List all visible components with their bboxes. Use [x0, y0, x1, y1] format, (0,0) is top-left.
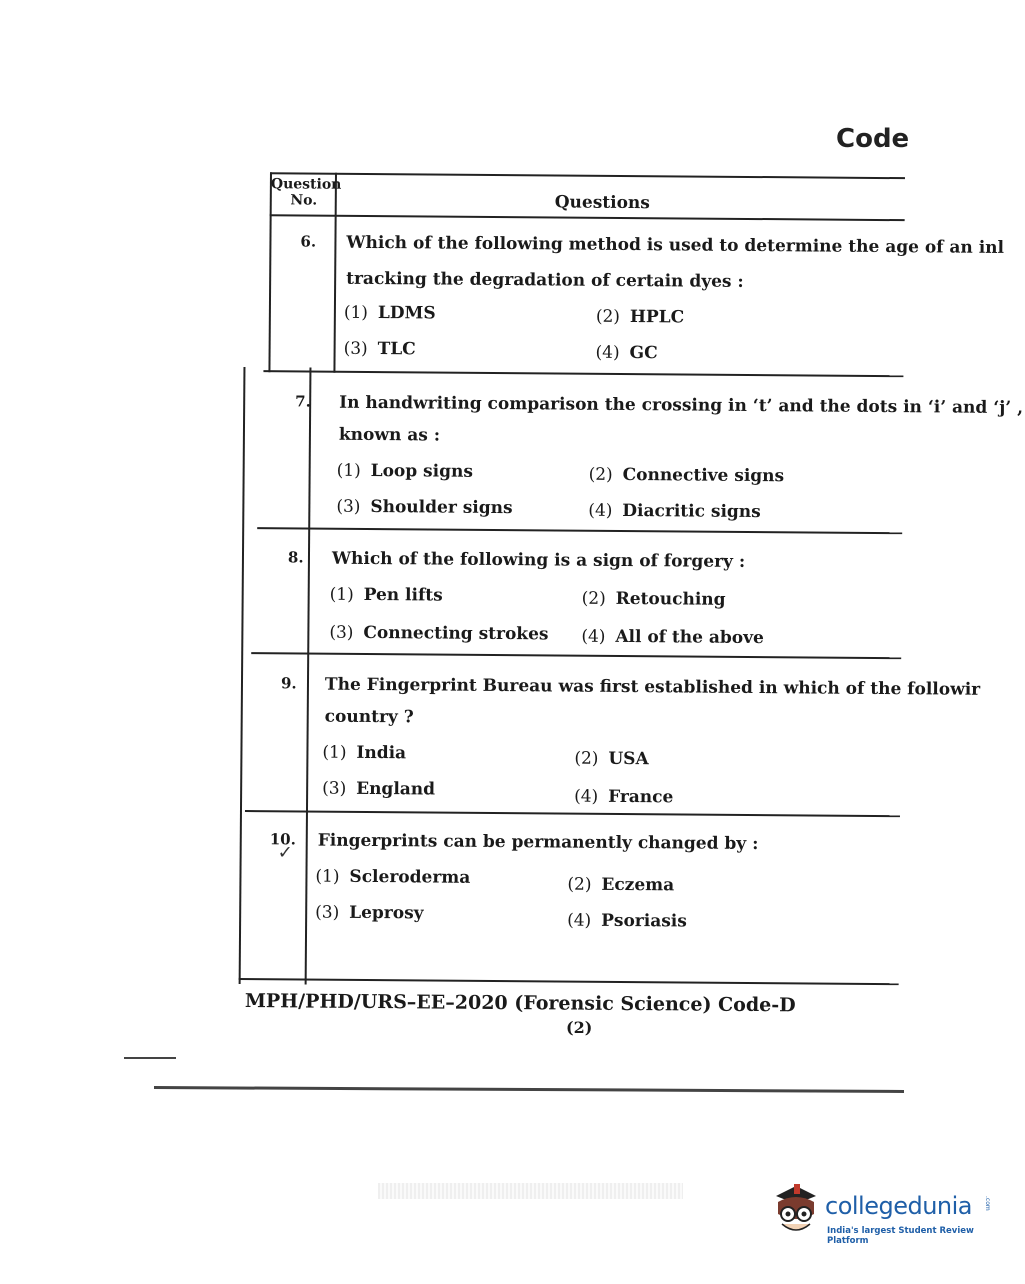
question-text: Which of the following method is used to determine the age of an inl: [346, 232, 1005, 258]
question-text-continued: tracking the degradation of certain dyes :: [346, 268, 744, 292]
row-divider: [251, 652, 901, 659]
column-header-question-no-line1: Question: [270, 176, 342, 193]
option: [322, 779, 435, 800]
option: [336, 497, 512, 518]
option: [315, 867, 470, 888]
option-text: Loop signs: [370, 460, 474, 482]
option-text: Eczema: [601, 874, 675, 896]
option-text: Retouching: [615, 588, 726, 610]
option-text: USA: [608, 748, 649, 770]
option-number: (2): [595, 306, 621, 327]
option-number: (3): [315, 902, 340, 923]
option-number: (1): [343, 302, 369, 323]
column-divider-lower: [305, 368, 312, 985]
question-number: 9.: [280, 674, 297, 693]
scan-artifact-line: [124, 1057, 176, 1059]
question-number: 7.: [295, 392, 311, 411]
option-text: England: [356, 778, 436, 800]
option-number: (1): [315, 866, 340, 887]
option-text: India: [356, 742, 407, 764]
option: [337, 461, 473, 482]
option-number: (4): [588, 500, 613, 521]
option: [596, 307, 684, 328]
option-number: (3): [329, 622, 354, 643]
option-number: (2): [574, 748, 599, 769]
option: [330, 585, 443, 606]
column-header-question-no: [270, 176, 342, 209]
option-number: (1): [336, 460, 361, 481]
question-text: In handwriting comparison the crossing in ‘t’ and the dots in ‘i’ and ‘j’ ,: [339, 392, 1024, 419]
option: [322, 743, 406, 764]
scan-edge-line: [154, 1086, 904, 1093]
exam-code-footer: MPH/PHD/URS–EE–2020 (Forensic Science) Code-D: [244, 990, 796, 1017]
option: [344, 339, 416, 360]
option-text: Connecting strokes: [363, 622, 549, 645]
option-text: Pen lifts: [363, 584, 443, 606]
question-number: 8.: [287, 548, 304, 567]
brand-name: collegedunia: [825, 1192, 973, 1220]
option-number: (3): [322, 778, 347, 799]
option: [567, 875, 674, 896]
collegedunia-watermark: [768, 1180, 998, 1250]
option: [329, 623, 548, 645]
row-divider: [263, 370, 903, 377]
option: [344, 303, 436, 324]
option-number: (2): [581, 588, 606, 609]
option-text: All of the above: [615, 626, 764, 649]
option-text: Leprosy: [349, 902, 424, 924]
option: [581, 627, 764, 648]
header-bottom-border: [270, 214, 905, 221]
column-header-questions: Questions: [554, 192, 650, 214]
code-label: Code: [836, 124, 910, 154]
row-divider: [257, 527, 902, 534]
option-text: HPLC: [629, 307, 685, 328]
question-table: [239, 172, 1024, 989]
page-number: (2): [566, 1018, 593, 1037]
scan-noise-band: [378, 1183, 683, 1199]
option: [574, 749, 648, 770]
left-border-lower: [239, 367, 246, 984]
option-text: Scleroderma: [349, 866, 471, 888]
question-number: 6.: [300, 232, 317, 251]
question-text-continued: country ?: [324, 706, 414, 728]
option: [574, 787, 673, 808]
option-number: (1): [329, 584, 354, 605]
question-text: The Fingerprint Bureau was first established in which of the followir: [324, 674, 981, 700]
option-text: Connective signs: [622, 464, 785, 487]
option-number: (3): [336, 496, 361, 517]
option-number: (2): [567, 874, 592, 895]
option: [567, 911, 687, 932]
option-text: GC: [629, 343, 658, 364]
option-text: France: [608, 786, 674, 808]
table-top-border: [270, 172, 905, 179]
question-number: 10.: [269, 830, 296, 849]
option-number: (4): [581, 626, 606, 647]
option: [589, 465, 785, 487]
option-number: (3): [343, 338, 368, 359]
option-number: (2): [588, 464, 613, 485]
option-text: Diacritic signs: [622, 500, 761, 523]
option-text: Shoulder signs: [370, 496, 513, 519]
question-text-continued: known as :: [338, 424, 441, 446]
table-bottom-border: [239, 978, 899, 985]
row-divider: [245, 810, 900, 817]
option-text: TLC: [377, 339, 416, 360]
column-header-question-no-line2: No.: [290, 192, 318, 209]
question-text: Which of the following is a sign of forgery :: [331, 548, 746, 572]
option-number: (4): [574, 786, 599, 807]
option-text: Psoriasis: [601, 910, 687, 932]
option-number: (4): [595, 342, 620, 363]
brand-domain: .com: [984, 1196, 991, 1211]
option-number: (4): [567, 910, 592, 931]
option: [582, 589, 726, 610]
option: [588, 501, 761, 522]
handwritten-tick-mark: ✓: [277, 842, 293, 864]
option: [315, 903, 424, 924]
option-text: LDMS: [377, 303, 436, 324]
brand-tagline: India's largest Student Review Platform: [827, 1226, 974, 1246]
question-text: Fingerprints can be permanently changed by :: [317, 830, 759, 855]
option: [596, 343, 658, 363]
option-number: (1): [322, 742, 347, 763]
mascot-icon: [768, 1180, 824, 1242]
